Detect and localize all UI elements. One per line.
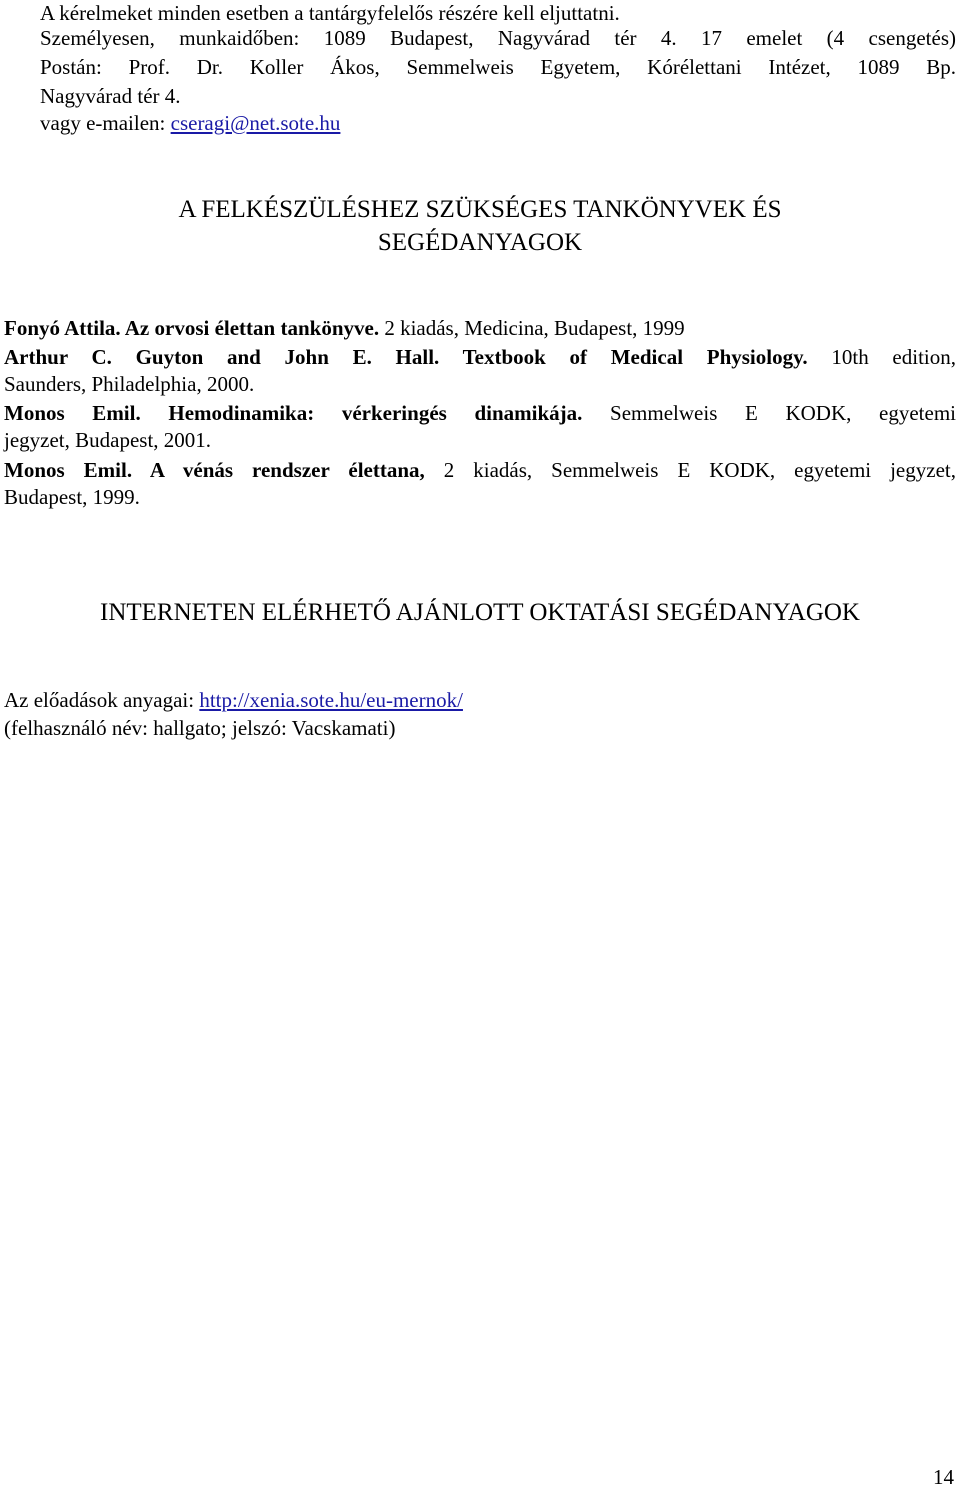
reference-author-title: Monos Emil. A vénás rendszer élettana, <box>4 458 425 482</box>
intro-line-1: A kérelmeket minden esetben a tantárgyfelelős részére kell eljuttatni. <box>40 1 620 25</box>
reference-item <box>4 315 956 342</box>
lecture-materials-link[interactable]: http://xenia.sote.hu/eu-mernok/ <box>199 688 463 712</box>
reference-author-title: Arthur C. Guyton and John E. Hall. Textbook of Medical Physiology. <box>4 345 808 369</box>
reference-continuation: Budapest, 1999. <box>4 485 140 509</box>
reference-item <box>4 400 956 427</box>
section-title-online-materials: INTERNETEN ELÉRHETŐ AJÁNLOTT OKTATÁSI SEGÉDANYAGOK <box>100 599 860 626</box>
section-title-textbooks-line-2: SEGÉDANYAGOK <box>377 229 583 256</box>
reference-item <box>4 457 956 484</box>
reference-continuation: Saunders, Philadelphia, 2000. <box>4 372 255 396</box>
credentials-line: (felhasználó név: hallgato; jelszó: Vacskamati) <box>4 716 396 740</box>
section-title-textbooks-line-1: A FELKÉSZÜLÉSHEZ SZÜKSÉGES TANKÖNYVEK ÉS <box>178 196 782 223</box>
email-prefix: vagy e-mailen: <box>40 111 171 135</box>
page-number: 14 <box>933 1465 954 1489</box>
intro-line-3: Postán: Prof. Dr. Koller Ákos, Semmelweis Egyetem, Kórélettani Intézet, 1089 Bp. <box>40 55 956 79</box>
intro-line-4: Nagyvárad tér 4. <box>40 84 181 108</box>
intro-line-2: Személyesen, munkaidőben: 1089 Budapest, Nagyvárad tér 4. 17 emelet (4 csengetés) <box>40 26 956 50</box>
reference-author-title: Fonyó Attila. Az orvosi élettan tankönyve. <box>4 316 380 340</box>
email-link[interactable]: cseragi@net.sote.hu <box>170 111 341 135</box>
online-prefix: Az előadások anyagai: <box>4 688 200 712</box>
reference-author-title: Monos Emil. Hemodinamika: vérkeringés dinamikája. <box>4 401 583 425</box>
reference-details: 10th edition, <box>807 345 956 369</box>
reference-continuation: jegyzet, Budapest, 2001. <box>4 428 212 452</box>
reference-details: Semmelweis E KODK, egyetemi <box>582 401 956 425</box>
reference-details: 2 kiadás, Medicina, Budapest, 1999 <box>379 316 685 340</box>
reference-details: 2 kiadás, Semmelweis E KODK, egyetemi jegyzet, <box>424 458 956 482</box>
reference-item <box>4 344 956 371</box>
intro-email-line <box>40 110 956 137</box>
online-materials-line <box>4 687 956 714</box>
